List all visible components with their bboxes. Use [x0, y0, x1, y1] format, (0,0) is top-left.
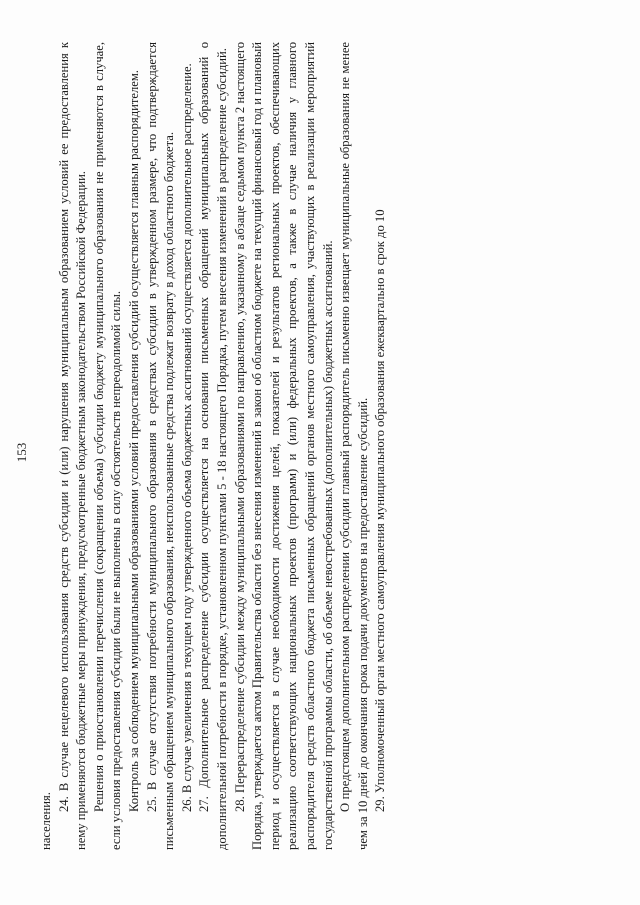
paragraph-suspension-decisions: Решения о приостановлении перечисления (сокращении объема) субсидии бюджету муниципального образования не применяются в случае, если условия предоставления субсидии были не выполнены в силу обстоятельств непреодолимой силы.	[91, 42, 124, 850]
paragraph-notice: О предстоящем дополнительном распределении субсидии главный распорядитель письменно извещает муниципальные образования не менее чем за 10 дней до окончания срока подачи документов на предоставление субсидий.	[338, 42, 370, 850]
page-number: 153	[14, 442, 29, 463]
paragraph-26: 26. В случае увеличения в текущем году утвержденного объема бюджетных ассигнований осуществляется дополнительное распределение.	[179, 63, 194, 812]
document-body	[38, 42, 598, 850]
paragraph-control: Контроль за соблюдением муниципальными образованиями условий предоставления субсидий осуществляется главным распорядителем.	[126, 70, 141, 812]
paragraph-28: 28. Перераспределение субсидии между муниципальными образованиями по направлению, указанному в абзаце седьмом пункта 2 настоящего Порядка, утверждается актом Правительства области без внесения изменений в закон об областном бюджете на текущий финансовый год и плановый период и осуществляется в случае необходимости достижения целей, показателей и результатов региональных проектов, обеспечивающих реализацию соответствующих национальных проектов (программ) и (или) федеральных проектов, а также в случае наличия у главного распорядителя средств областного бюджета письменных обращений органов местного самоуправления, участвующих в реализации мероприятий государственной программы области, об объеме невостребованных (дополнительных) бюджетных ассигнований.	[232, 42, 335, 850]
paragraph-27: 27. Дополнительное распределение субсидии осуществляется на основании письменных обращений муниципальных образований о дополнительной потребности в порядке, установленном пунктами 5 - 18 настоящего Порядка, путем внесения изменений в распределение субсидий.	[197, 42, 229, 850]
paragraph-25: 25. В случае отсутствия потребности муниципального образования в средствах субсидии в утвержденном размере, что подтверждается письменным обращением муниципального образования, неиспользованные средства подлежат возврату в доход областного бюджета.	[144, 42, 177, 850]
paragraph-29: 29. Уполномоченный орган местного самоуправления муниципального образования ежеквартально в срок до 10	[373, 209, 388, 812]
paragraph-continuation: населения.	[39, 792, 53, 850]
paragraph-24: 24. В случае нецелевого использования средств субсидии и (или) нарушения муниципальным образованием условий ее предоставления к нему применяются бюджетные меры принуждения, предусмотренные бюджетным законодательством Российской Федерации.	[56, 42, 89, 850]
